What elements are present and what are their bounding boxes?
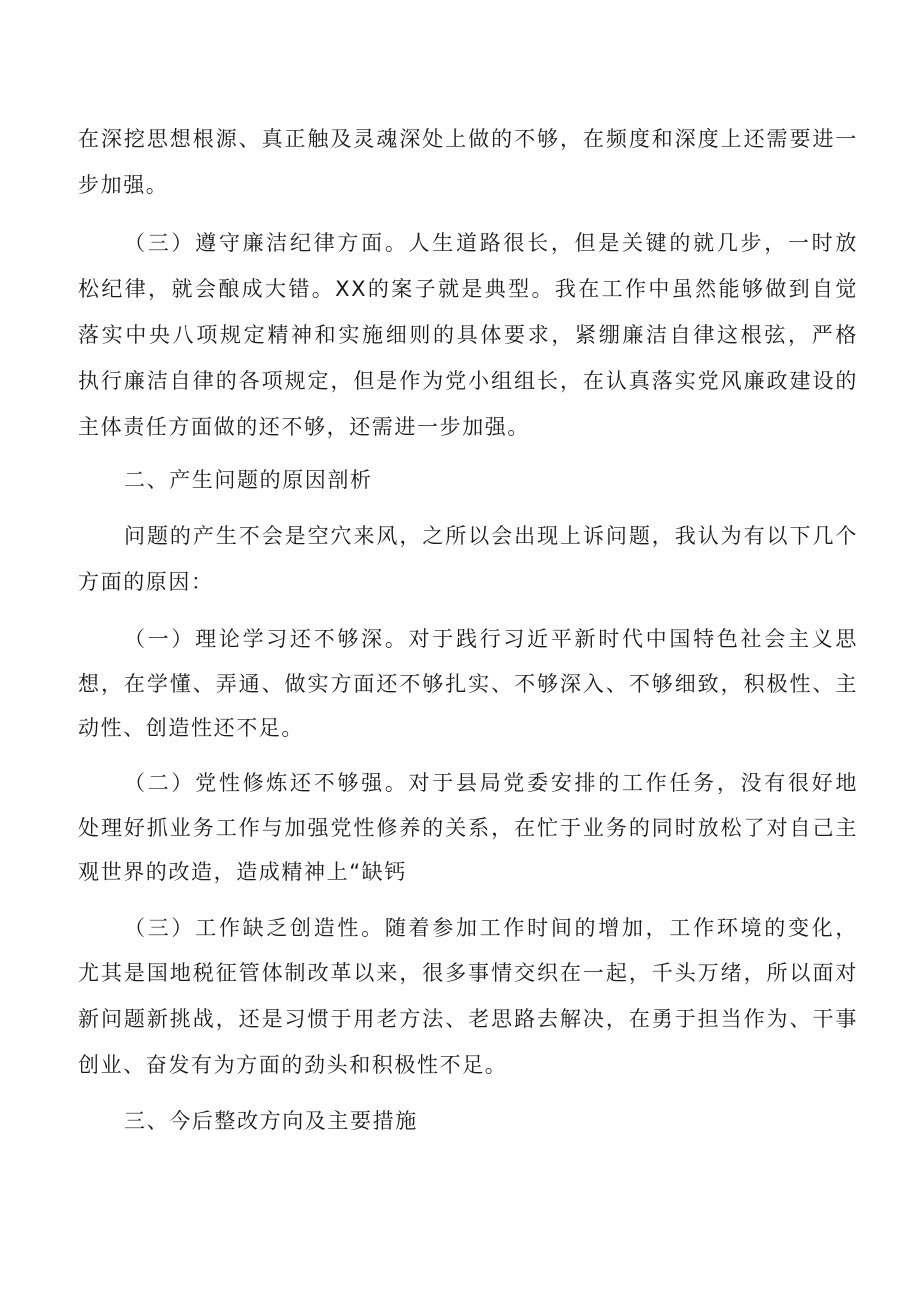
paragraph-line: 步加强。 [78,173,169,197]
paragraph-line: 创业、奋发有为方面的劲头和积极性不足。 [78,1053,508,1077]
section-heading: 三、今后整改方向及主要措施 [124,1109,418,1133]
paragraph-line: 尤其是国地税征管体制改革以来，很多事情交织在一起，千头万绪，所以面对 [78,961,858,985]
paragraph-line: 观世界的改造，造成精神上“缺钙 [78,860,407,884]
paragraph-line: 新问题新挑战，还是习惯于用老方法、老思路去解决，在勇于担当作为、干事 [78,1007,858,1031]
paragraph-line: 执行廉洁自律的各项规定，但是作为党小组组长，在认真落实党风廉政建设的 [78,369,858,393]
paragraph-line: 想，在学懂、弄通、做实方面还不够扎实、不够深入、不够细致，积极性、主 [78,672,858,696]
paragraph-line: 主体责任方面做的还不够，还需进一步加强。 [78,415,530,439]
paragraph-line: （二）党性修炼还不够强。对于县局党委安排的工作任务，没有很好地 [124,771,858,795]
paragraph-line: 松纪律，就会酿成大错。XX的案子就是典型。我在工作中虽然能够做到自觉 [78,277,858,301]
paragraph-line: （三）工作缺乏创造性。随着参加工作时间的增加，工作环境的变化， [124,916,858,940]
section-heading: 二、产生问题的原因剖析 [124,468,373,492]
paragraph-line: 动性、创造性还不足。 [78,716,304,740]
paragraph-line: 问题的产生不会是空穴来风，之所以会出现上诉问题，我认为有以下几个 [124,524,858,548]
paragraph-line: 处理好抓业务工作与加强党性修养的关系，在忙于业务的同时放松了对自己主 [78,816,858,840]
paragraph-line: 方面的原因： [78,570,214,594]
paragraph-line: （一）理论学习还不够深。对于践行习近平新时代中国特色社会主义思 [124,627,858,651]
paragraph-line: （三）遵守廉洁纪律方面。人生道路很长，但是关键的就几步，一时放 [124,231,858,255]
paragraph-line: 落实中央八项规定精神和实施细则的具体要求，紧绷廉洁自律这根弦，严格 [78,323,858,347]
paragraph-line: 在深挖思想根源、真正触及灵魂深处上做的不够，在频度和深度上还需要进一 [78,127,858,151]
